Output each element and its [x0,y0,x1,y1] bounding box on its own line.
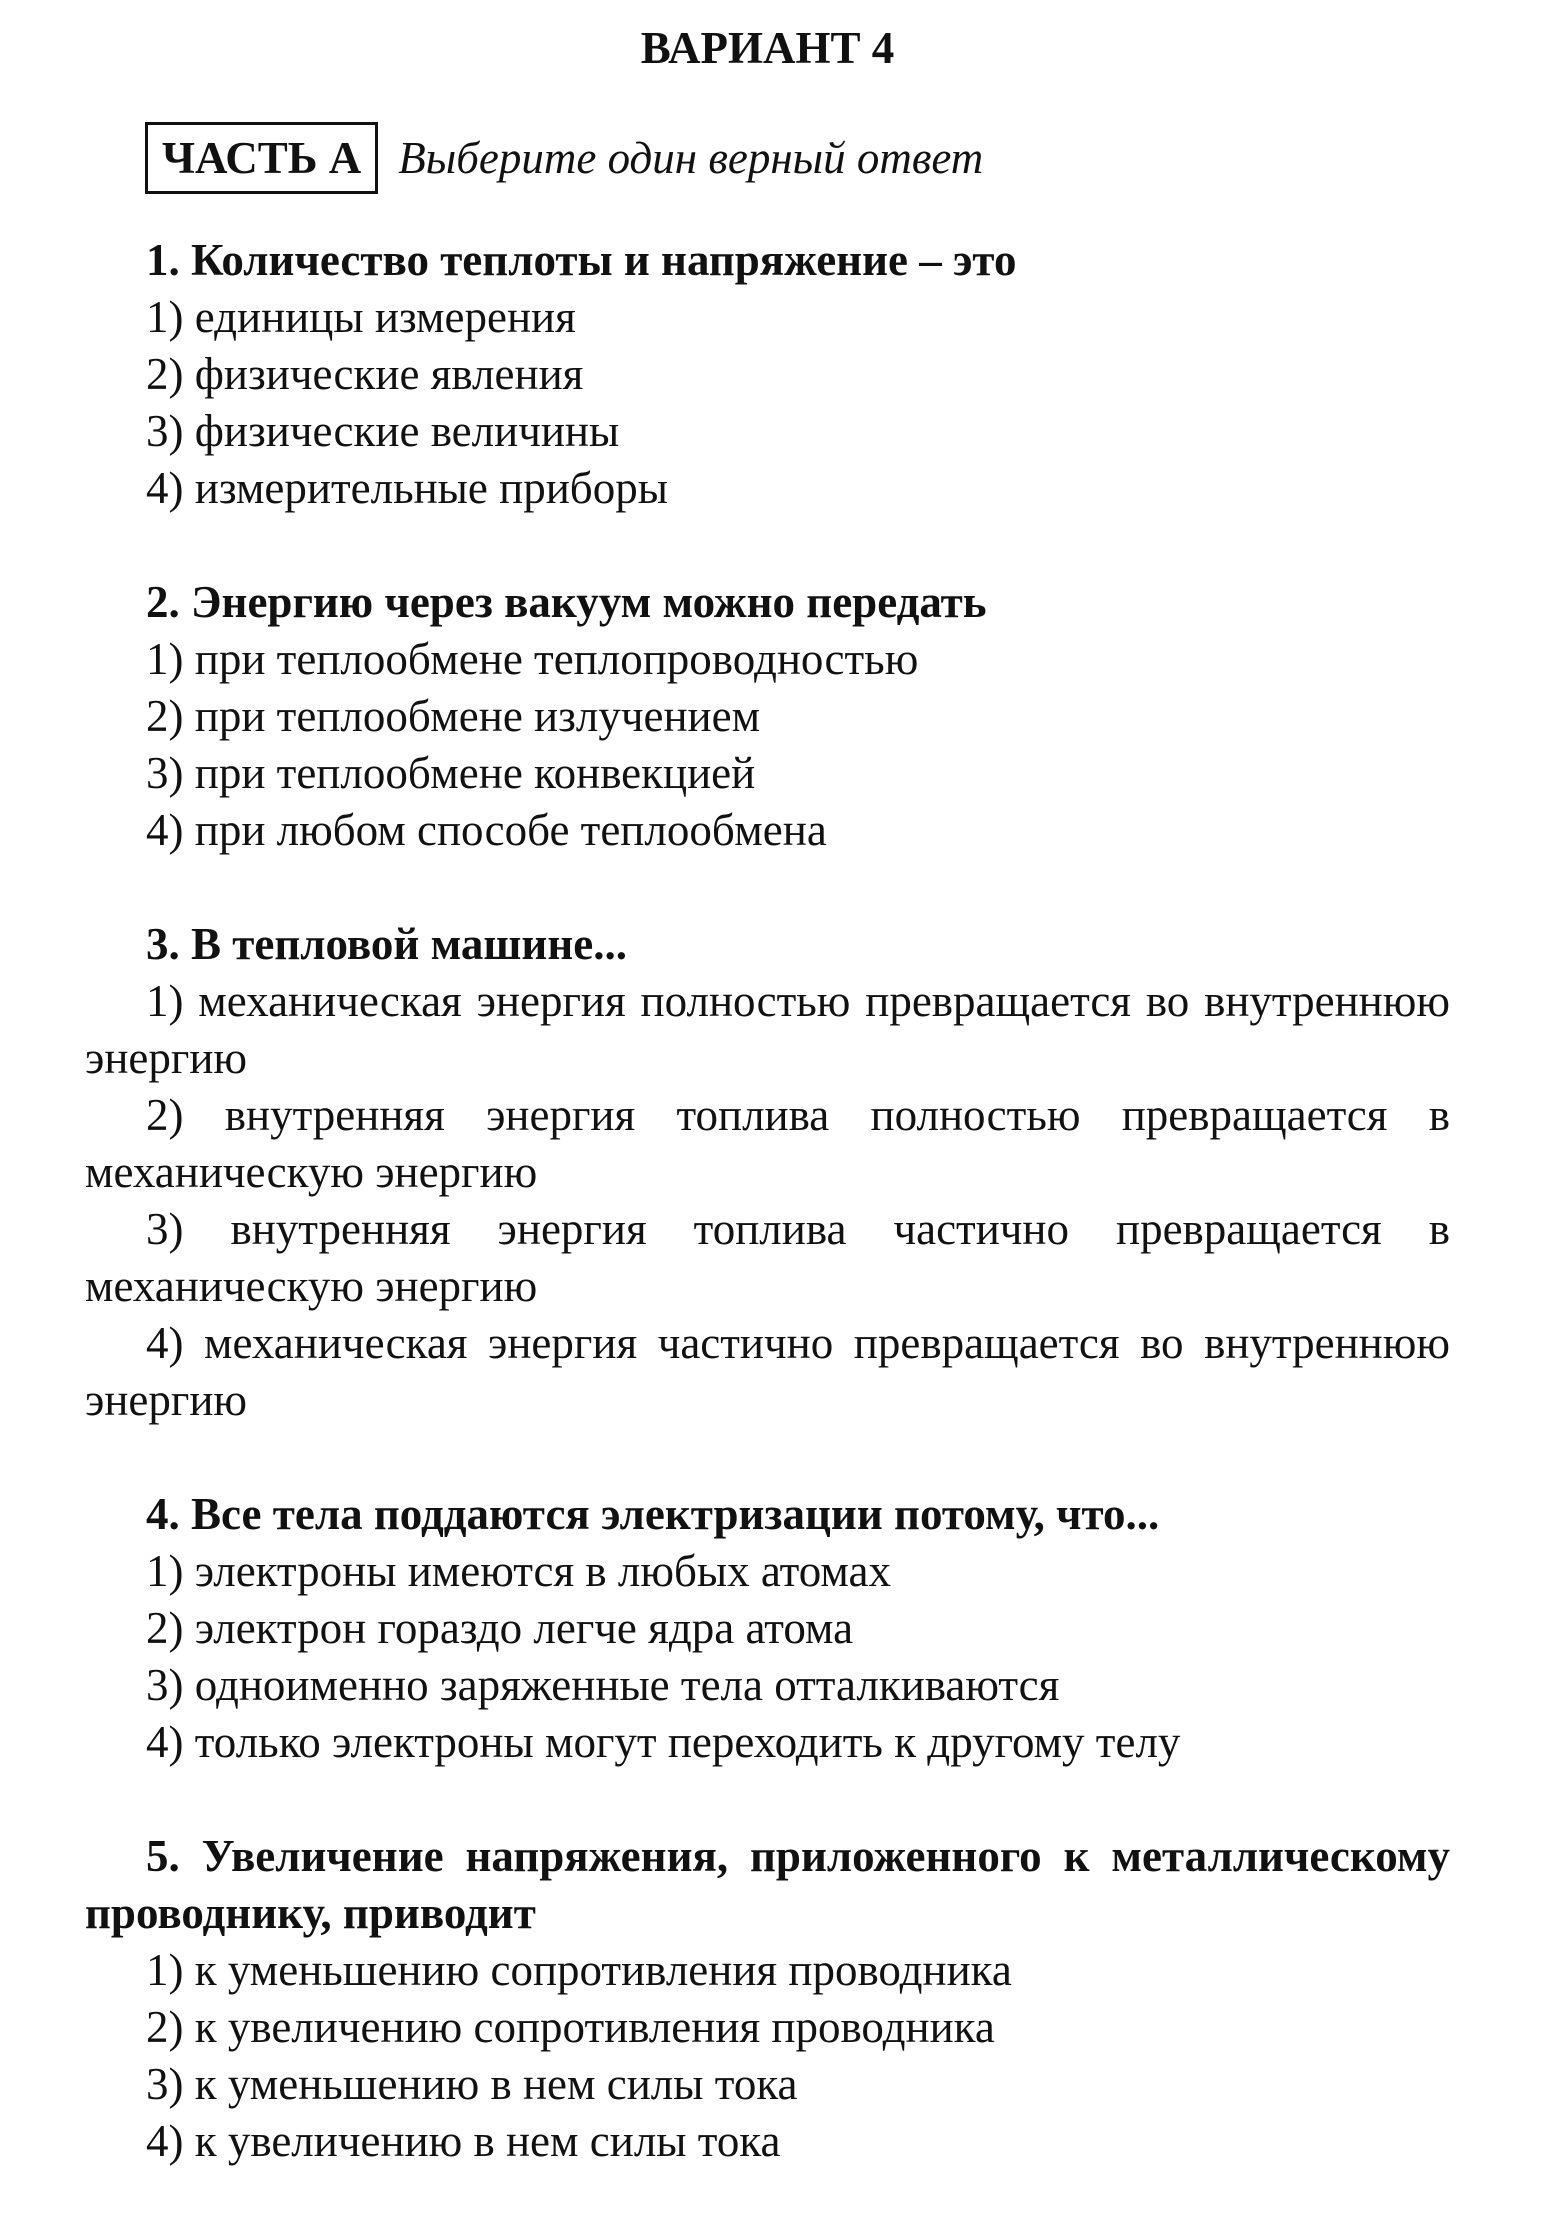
answer-option: 3) при теплообмене конвекцией [146,748,756,798]
question-5 [85,1828,1450,2170]
question-3 [85,916,1450,1429]
question-2 [85,574,1450,859]
answer-option: 4) механическая энергия частично превращается во внутреннюю энергию [85,1318,1450,1425]
page-title: ВАРИАНТ 4 [640,23,895,73]
answer-option: 3) одноименно заряженные тела отталкиваются [146,1660,1060,1710]
answer-option: 2) к увеличению сопротивления проводника [146,2002,995,2052]
answer-option: 2) электрон гораздо легче ядра атома [146,1603,854,1653]
question-list [85,232,1450,2227]
part-label: ЧАСТЬ А [145,122,378,194]
answer-option: 1) механическая энергия полностью превращается во внутреннюю энергию [85,976,1450,1083]
answer-option: 4) только электроны могут переходить к другому телу [146,1717,1181,1767]
question-text: 2. Энергию через вакуум можно передать [146,577,987,627]
answer-option: 1) при теплообмене теплопроводностью [146,634,919,684]
question-4 [85,1486,1450,1771]
answer-option: 2) физические явления [146,349,584,399]
part-instruction: Выберите один верный ответ [398,133,984,183]
question-text: 4. Все тела поддаются электризации потому, что... [146,1489,1160,1539]
question-text: 3. В тепловой машине... [146,919,627,969]
question-text: 5. Увеличение напряжения, приложенного к металлическому проводнику, приводит [85,1831,1450,1938]
answer-option: 3) внутренняя энергия топлива частично превращается в механическую энергию [85,1204,1450,1311]
part-header [145,122,983,194]
answer-option: 2) при теплообмене излучением [146,691,761,741]
answer-option: 1) единицы измерения [146,292,576,342]
answer-option: 3) к уменьшению в нем силы тока [146,2059,798,2109]
answer-option: 4) измерительные приборы [146,463,668,513]
answer-option: 3) физические величины [146,406,620,456]
answer-option: 4) при любом способе теплообмена [146,805,827,855]
answer-option: 4) к увеличению в нем силы тока [146,2116,781,2166]
question-1 [85,232,1450,517]
question-text: 1. Количество теплоты и напряжение – это [146,235,1017,285]
answer-option: 1) электроны имеются в любых атомах [146,1546,892,1596]
answer-option: 2) внутренняя энергия топлива полностью превращается в механическую энергию [85,1090,1450,1197]
answer-option: 1) к уменьшению сопротивления проводника [146,1945,1012,1995]
